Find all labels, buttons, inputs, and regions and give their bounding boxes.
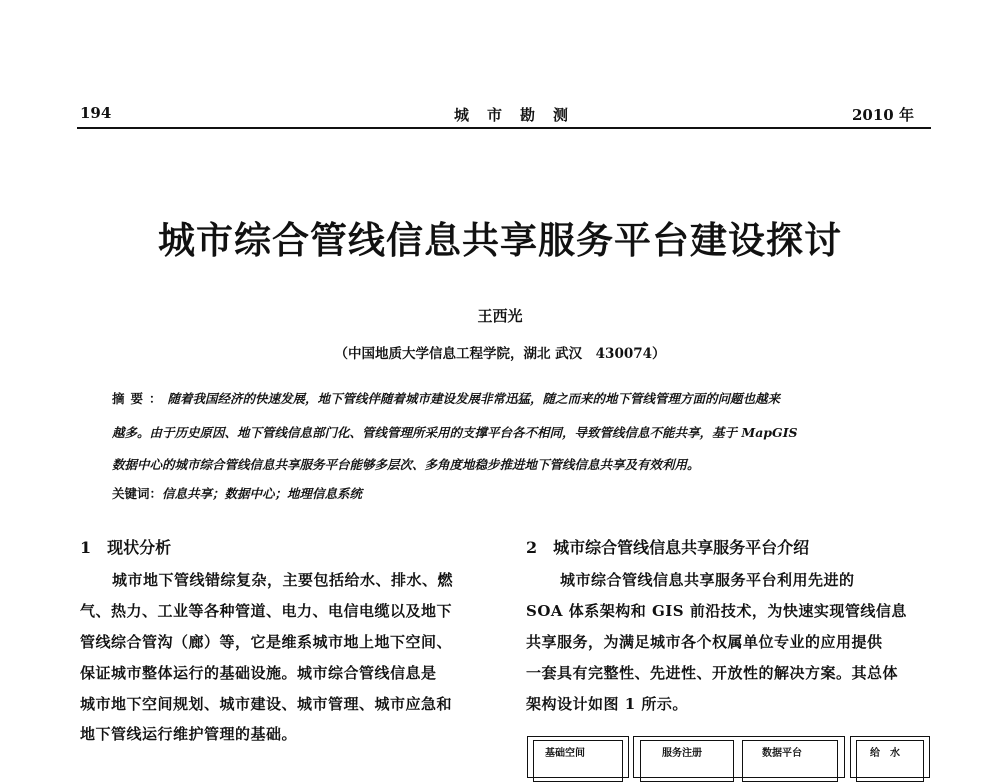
section-2-line-4: 一套具有完整性、先进性、开放性的解决方案。其总体	[526, 664, 899, 682]
section-2-line-3: 共享服务，为满足城市各个权属单位专业的应用提供	[526, 633, 883, 651]
figure-label-1: 基础空间	[545, 748, 585, 759]
section-2-heading: 2 城市综合管线信息共享服务平台介绍	[526, 538, 810, 557]
section-2-line-2: SOA 体系架构和 GIS 前沿技术，为快速实现管线信息	[526, 602, 907, 620]
keywords	[112, 484, 362, 502]
abstract-label: 摘要：	[112, 391, 168, 406]
year: 2010 年	[852, 106, 914, 124]
figure-label-3: 数据平台	[762, 748, 802, 759]
keywords-label: 关键词：	[112, 486, 163, 501]
journal-name: 城市勘测	[454, 106, 587, 124]
page-number: 194	[80, 104, 112, 122]
author: 王西光	[477, 307, 523, 325]
abstract-line-3: 数据中心的城市综合管线信息共享服务平台能够多层次、多角度地稳步推进地下管线信息共享及有效利用。	[112, 457, 700, 472]
section-2-line-5: 架构设计如图 1 所示。	[526, 695, 688, 713]
section-1-line-2: 气、热力、工业等各种管道、电力、电信电缆以及地下	[80, 602, 453, 620]
section-1-line-1: 城市地下管线错综复杂，主要包括给水、排水、燃	[112, 571, 454, 589]
abstract-line-1	[112, 389, 780, 407]
figure-label-4: 给 水	[870, 748, 900, 759]
abstract-line-2: 越多。由于历史原因、地下管线信息部门化、管线管理所采用的支撑平台各不相同，导致管线信息不能共享，基于 MapGIS	[112, 425, 798, 440]
abstract-text: 随着我国经济的快速发展，地下管线伴随着城市建设发展非常迅猛，随之而来的地下管线管理方面的问题也越来	[167, 391, 781, 406]
section-1-line-6: 地下管线运行维护管理的基础。	[80, 725, 298, 743]
section-1-line-3: 管线综合管沟（廊）等，它是维系城市地上地下空间、	[80, 633, 453, 651]
section-1-line-4: 保证城市整体运行的基础设施。城市综合管线信息是	[80, 664, 437, 682]
figure-label-2: 服务注册	[662, 748, 702, 759]
section-1-line-5: 城市地下空间规划、城市建设、城市管理、城市应急和	[80, 695, 453, 713]
header-rule	[77, 127, 931, 129]
paper-title: 城市综合管线信息共享服务平台建设探讨	[158, 218, 842, 262]
section-1-heading: 1 现状分析	[80, 538, 172, 557]
section-2-line-1: 城市综合管线信息共享服务平台利用先进的	[560, 571, 855, 589]
keywords-text: 信息共享；数据中心；地理信息系统	[162, 486, 363, 501]
affiliation: （中国地质大学信息工程学院，湖北 武汉 430074）	[334, 346, 666, 362]
